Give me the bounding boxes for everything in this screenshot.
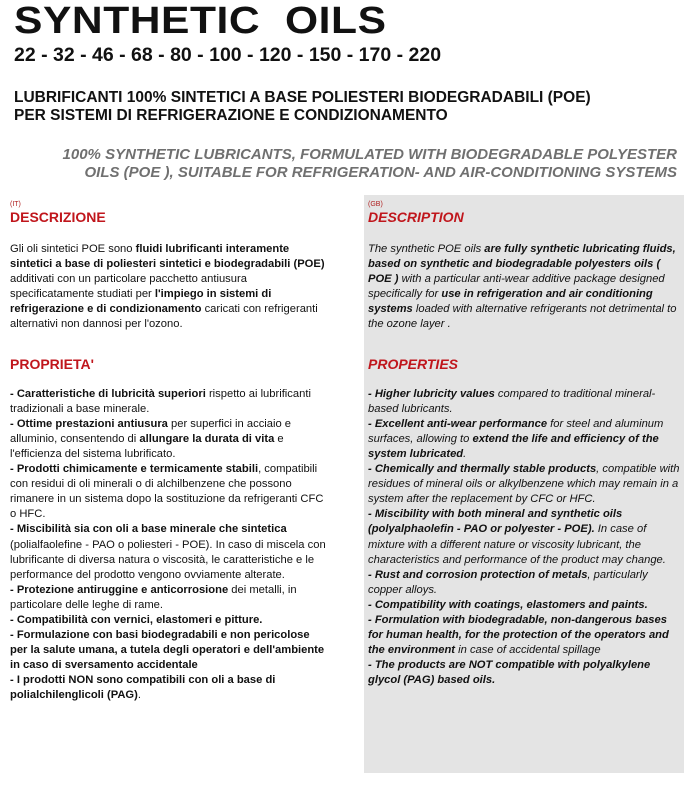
property-item	[368, 568, 684, 598]
property-bold: - Chemically and thermally stable products	[368, 463, 597, 476]
properties-list-en	[368, 387, 684, 689]
property-item	[10, 462, 330, 522]
desc-text: additivati con un particolare pacchetto antiusura specificatamente studiati per	[10, 273, 247, 301]
property-bold: - Rust and corrosion protection of metals	[368, 568, 588, 581]
properties-heading-en: PROPERTIES	[368, 355, 458, 372]
property-item	[10, 522, 330, 582]
italian-subtitle-line1: LUBRIFICANTI 100% SINTETICI A BASE POLIESTERI BIODEGRADABILI (POE)	[14, 89, 591, 106]
property-item	[368, 658, 684, 688]
property-text: .	[463, 447, 467, 460]
desc-text: with a particular anti-wear additive package designed specifically for	[368, 273, 665, 301]
property-text: e l'efficienza del sistema lubrificato.	[10, 432, 284, 460]
property-text: , compatibili con residui di oli minerali o di alchilbenzene che possono rimanere in un sistema dopo la sostituzione da refrigeranti CFC o HFC.	[10, 463, 324, 521]
property-item	[10, 417, 330, 462]
property-item	[368, 387, 684, 417]
property-item	[10, 673, 330, 703]
property-item	[10, 613, 330, 628]
property-text: for steel and aluminum surfaces, allowing to	[368, 417, 664, 445]
property-bold: - Formulation with biodegradable, non-dangerous bases for human health, for the protection of the operators and the environment	[368, 613, 669, 657]
property-text: , particularly copper alloys.	[368, 568, 648, 596]
property-item	[368, 613, 684, 658]
description-heading-it: DESCRIZIONE	[10, 209, 106, 225]
italian-column	[10, 195, 330, 773]
english-subtitle-line2: OILS (POE ), SUITABLE FOR REFRIGERATION- AND AIR-CONDITIONING SYSTEMS	[84, 164, 677, 181]
description-text-en	[368, 242, 684, 333]
property-text: .	[137, 689, 141, 702]
english-column	[364, 195, 684, 773]
property-bold: - Formulazione con basi biodegradabili e non pericolose per la salute umana, a tutela degli operatori e dell'ambiente in caso di sversamento accidentale	[10, 629, 325, 672]
property-text: In case of mixture with a different nature or viscosity lubricant, the characteristics and performance of the product may change.	[368, 523, 666, 566]
property-item	[10, 583, 330, 613]
property-bold: - Ottime prestazioni antiusura	[10, 417, 168, 430]
property-bold: - Miscibilità sia con oli a base minerale che sintetica	[10, 523, 287, 536]
property-text: , compatible with residues of mineral oils or alkylbenzene which may remain in a system after the replacement by CFC or HFC.	[368, 463, 680, 506]
viscosity-grades: 22 - 32 - 46 - 68 - 80 - 100 - 120 - 150 - 170 - 220	[14, 44, 442, 66]
property-text: (polialfaolefine - PAO o poliesteri - POE). In caso di miscela con lubrificante di diversa natura o viscosità, le caratteristiche e le performance del prodotto vengono ovviamente alterate.	[10, 538, 326, 581]
english-subtitle-line1: 100% SYNTHETIC LUBRICANTS, FORMULATED WITH BIODEGRADABLE POLYESTER	[62, 146, 677, 163]
property-bold: - Higher lubricity values	[368, 387, 495, 400]
description-heading-en: DESCRIPTION	[368, 209, 464, 225]
property-bold: - Caratteristiche di lubricità superiori	[10, 387, 206, 400]
property-item	[368, 417, 684, 462]
desc-text: loaded with alternative refrigerants not detrimental to the ozone layer .	[368, 303, 677, 331]
property-bold: extend the life and efficiency of the system lubricated	[368, 432, 659, 460]
property-text: compared to traditional mineral-based lubricants.	[368, 387, 656, 415]
italian-subtitle	[14, 89, 591, 125]
property-bold: - I prodotti NON sono compatibili con oli a base di polialchilenglicoli (PAG)	[10, 674, 276, 702]
property-bold: - Compatibilità con vernici, elastomeri e pitture.	[10, 613, 263, 626]
property-item	[368, 598, 684, 613]
property-item	[10, 628, 330, 673]
properties-list-it	[10, 387, 330, 704]
property-bold: - Compatibility with coatings, elastomers and paints.	[368, 598, 648, 611]
desc-text: The synthetic POE oils	[368, 243, 485, 255]
property-item	[368, 462, 684, 507]
desc-bold: fluidi lubrificanti interamente sintetici a base di poliesteri sintetici e biodegradabili (POE)	[10, 243, 325, 271]
property-bold: - The products are NOT compatible with polyalkylene glycol (PAG) based oils.	[368, 659, 651, 687]
language-tag-gb: (GB)	[368, 201, 383, 208]
property-text: dei metalli, in particolare delle leghe di rame.	[10, 583, 297, 611]
property-bold: - Excellent anti-wear performance	[368, 417, 548, 430]
desc-text: Gli oli sintetici POE sono	[10, 243, 136, 255]
desc-text: caricati con refrigeranti alternativi non dannosi per l'ozono.	[10, 303, 318, 331]
italian-subtitle-line2: PER SISTEMI DI REFRIGERAZIONE E CONDIZIONAMENTO	[14, 107, 448, 124]
property-bold: - Prodotti chimicamente e termicamente stabili	[10, 463, 259, 476]
properties-heading-it: PROPRIETA'	[10, 355, 94, 372]
english-subtitle	[14, 146, 677, 182]
desc-bold: are fully synthetic lubricating fluids, based on synthetic and biodegradable polyesters oils ( POE )	[368, 243, 676, 286]
property-item	[10, 387, 330, 417]
property-text: rispetto ai lubrificanti tradizionali a base minerale.	[10, 387, 311, 415]
document-title: SYNTHETIC OILS	[14, 0, 387, 42]
property-bold: - Protezione antiruggine e anticorrosione	[10, 583, 229, 596]
description-text-it	[10, 242, 330, 333]
language-tag-it: (IT)	[10, 201, 21, 208]
property-item	[368, 507, 684, 567]
desc-bold: use in refrigeration and air conditioning systems	[368, 288, 653, 316]
desc-bold: l'impiego in sistemi di refrigerazione e di condizionamento	[10, 288, 272, 316]
property-text: in case of accidental spillage	[455, 644, 601, 657]
property-text: per superfici in acciaio e alluminio, consentendo di	[10, 417, 292, 445]
property-bold: - Miscibility with both mineral and synthetic oils (polyalphaolefin - PAO or polyester - POE).	[368, 508, 623, 536]
property-bold: allungare la durata di vita	[139, 432, 275, 445]
